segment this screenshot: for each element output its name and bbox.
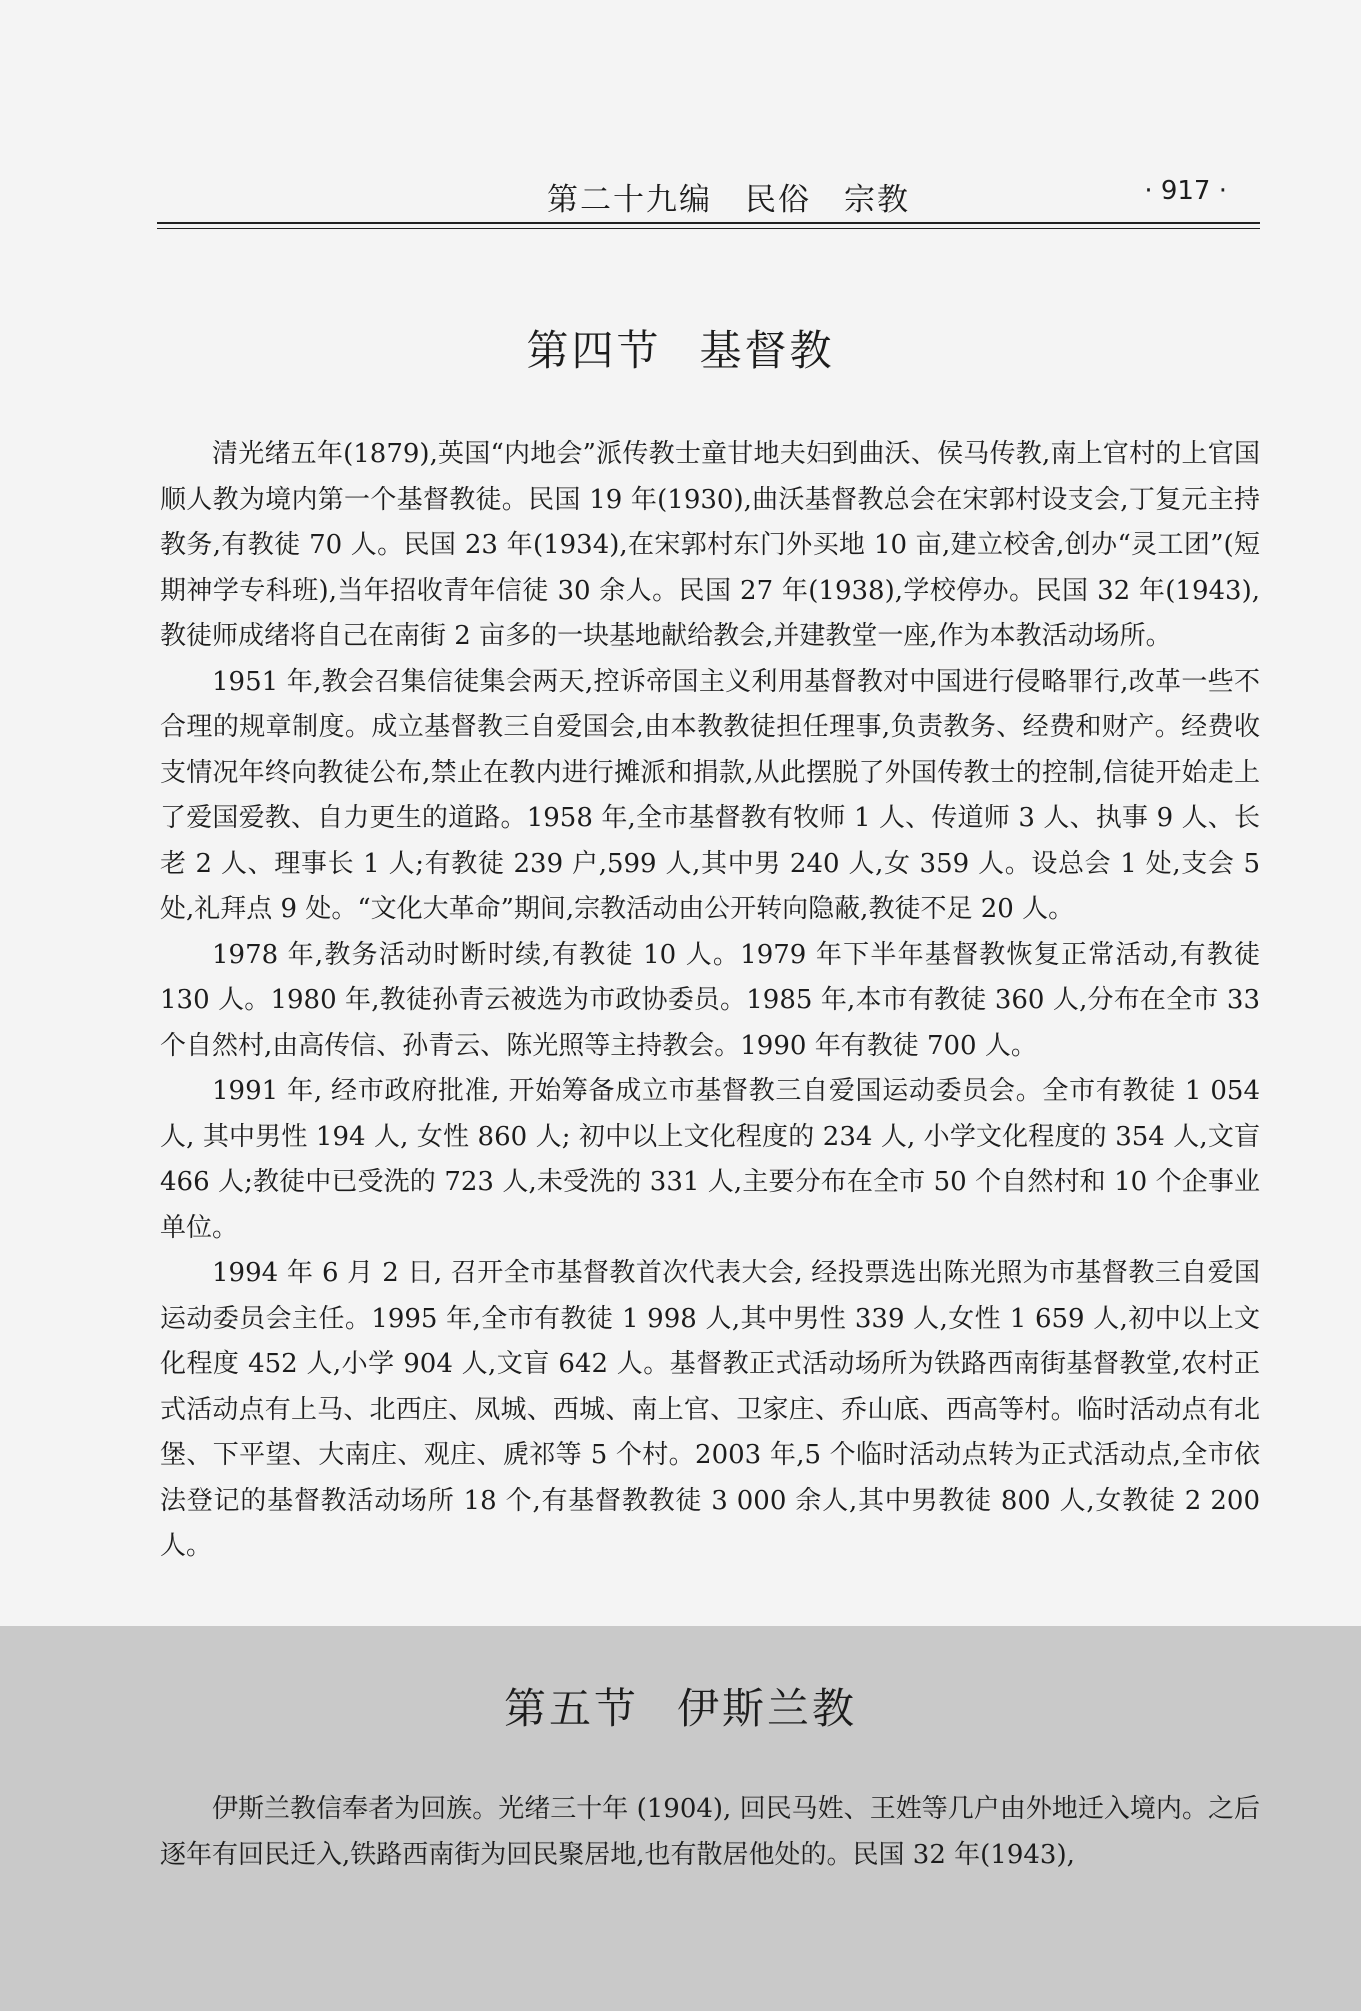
section-name: 伊斯兰教 xyxy=(677,1684,858,1733)
body-paragraph: 1978 年,教务活动时断时续,有教徒 10 人。1979 年下半年基督教恢复正常活动,有教徒 130 人。1980 年,教徒孙青云被选为市政协委员。1985 年,本市有教徒 360 人,分布在全市 33 个自然村,由高传信、孙青云、陈光照等主持教会。1990 年有教徒 700 人。 xyxy=(160,939,1260,1061)
header-rule-thick xyxy=(157,222,1260,224)
page-number: · 917 · xyxy=(1144,176,1227,206)
section-body-christianity xyxy=(160,432,1260,1570)
body-paragraph: 伊斯兰教信奉者为回族。光绪三十年 (1904), 回民马姓、王姓等几户由外地迁入境内。之后逐年有回民迁入,铁路西南街为回民聚居地,也有散居他处的。民国 32 年(1943), xyxy=(160,1794,1260,1870)
section-body-islam xyxy=(160,1787,1260,1878)
section-number: 第五节 xyxy=(503,1684,639,1733)
section-title-christianity xyxy=(0,318,1361,378)
section-name: 基督教 xyxy=(699,326,835,375)
section-number: 第四节 xyxy=(526,326,662,375)
body-paragraph: 清光绪五年(1879),英国“内地会”派传教士童甘地夫妇到曲沃、侯马传教,南上官村的上官国顺人教为境内第一个基督教徒。民国 19 年(1930),曲沃基督教总会在宋郭村设支会,丁复元主持教务,有教徒 70 人。民国 23 年(1934),在宋郭村东门外买地 10 亩,建立校舍,创办“灵工团”(短期神学专科班),当年招收青年信徒 30 余人。民国 27 年(1938),学校停办。民国 32 年(1943),教徒师成绪将自己在南街 2 亩多的一块基地献给教会,并建教堂一座,作为本教活动场所。 xyxy=(160,439,1260,651)
running-header-title: 第二十九编 民俗 宗教 xyxy=(547,182,910,218)
header-rule-thin xyxy=(157,228,1260,229)
body-paragraph: 1991 年, 经市政府批准, 开始筹备成立市基督教三自爱国运动委员会。全市有教徒 1 054 人, 其中男性 194 人, 女性 860 人; 初中以上文化程度的 234 人, 小学文化程度的 354 人,文盲 466 人;教徒中已受洗的 723 人,未受洗的 331 人,主要分布在全市 50 个自然村和 10 个企事业单位。 xyxy=(160,1076,1260,1243)
body-paragraph: 1951 年,教会召集信徒集会两天,控诉帝国主义利用基督教对中国进行侵略罪行,改革一些不合理的规章制度。成立基督教三自爱国会,由本教教徒担任理事,负责教务、经费和财产。经费收支情况年终向教徒公布,禁止在教内进行摊派和捐款,从此摆脱了外国传教士的控制,信徒开始走上了爱国爱教、自力更生的道路。1958 年,全市基督教有牧师 1 人、传道师 3 人、执事 9 人、长老 2 人、理事长 1 人;有教徒 239 户,599 人,其中男 240 人,女 359 人。设总会 1 处,支会 5 处,礼拜点 9 处。“文化大革命”期间,宗教活动由公开转向隐蔽,教徒不足 20 人。 xyxy=(160,666,1260,924)
body-paragraph: 1994 年 6 月 2 日, 召开全市基督教首次代表大会, 经投票选出陈光照为市基督教三自爱国运动委员会主任。1995 年,全市有教徒 1 998 人,其中男性 339 人,女性 1 659 人,初中以上文化程度 452 人,小学 904 人,文盲 642 人。基督教正式活动场所为铁路西南街基督教堂,农村正式活动点有上马、北西庄、凤城、西城、南上官、卫家庄、乔山底、西高等村。临时活动点有北堡、下平望、大南庄、观庄、虒祁等 5 个村。2003 年,5 个临时活动点转为正式活动点,全市依法登记的基督教活动场所 18 个,有基督教教徒 3 000 余人,其中男教徒 800 人,女教徒 2 200 人。 xyxy=(160,1258,1260,1561)
section-title-islam xyxy=(0,1676,1361,1736)
running-header xyxy=(157,166,1257,216)
